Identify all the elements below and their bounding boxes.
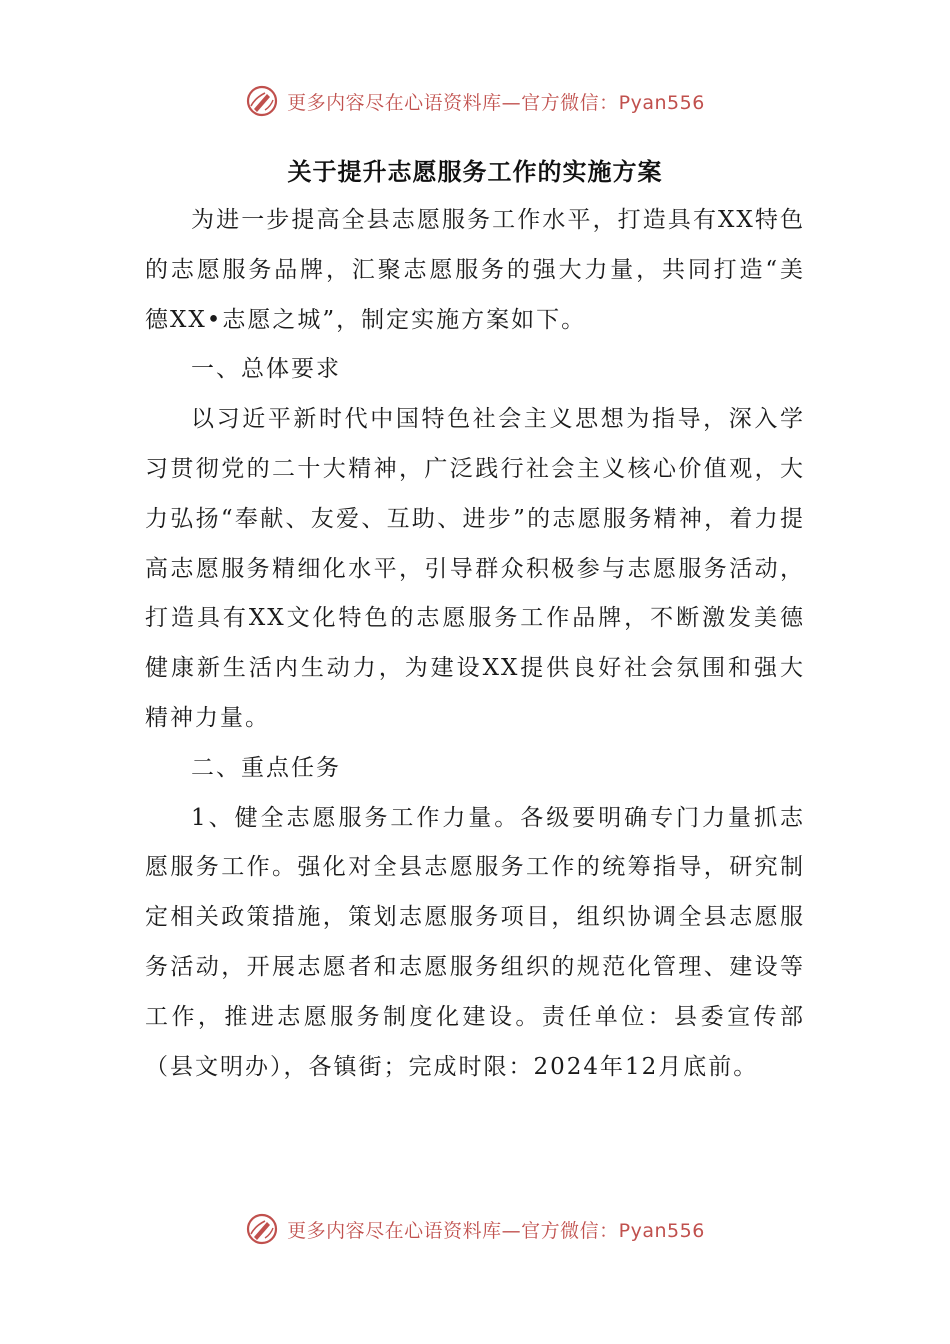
intro-paragraph: 为进一步提高全县志愿服务工作水平，打造具有XX特色的志愿服务品牌，汇聚志愿服务的强大力量，共同打造“美德XX•志愿之城”，制定实施方案如下。	[145, 207, 805, 333]
document-body	[145, 196, 805, 1092]
task-1-paragraph: 1、健全志愿服务工作力量。各级要明确专门力量抓志愿服务工作。强化对全县志愿服务工作的统筹指导，研究制定相关政策措施，策划志愿服务项目，组织协调全县志愿服务活动，开展志愿者和志愿服务组织的规范化管理、建设等工作，推进志愿服务制度化建设。责任单位：县委宣传部（县文明办），各镇街；完成时限：2024年12月底前。	[145, 804, 805, 1080]
general-requirements-paragraph: 以习近平新时代中国特色社会主义思想为指导，深入学习贯彻党的二十大精神，广泛践行社会主义核心价值观，大力弘扬“奉献、友爱、互助、进步”的志愿服务精神，着力提高志愿服务精细化水平，引导群众积极参与志愿服务活动，打造具有XX文化特色的志愿服务工作品牌，不断激发美德健康新生活内生动力，为建设XX提供良好社会氛围和强大精神力量。	[145, 406, 805, 731]
section-heading-key-tasks: 二、重点任务	[191, 754, 341, 781]
watermark-text: 更多内容尽在心语资料库—官方微信：Pyan556	[287, 1219, 705, 1242]
pen-logo-icon	[245, 1212, 279, 1246]
pen-logo-icon	[245, 84, 279, 118]
watermark-banner-top	[0, 84, 950, 118]
watermark-text: 更多内容尽在心语资料库—官方微信：Pyan556	[287, 91, 705, 114]
watermark-banner-bottom	[0, 1212, 950, 1246]
document-title: 关于提升志愿服务工作的实施方案	[287, 157, 663, 186]
section-heading-general-requirements: 一、总体要求	[191, 356, 341, 383]
